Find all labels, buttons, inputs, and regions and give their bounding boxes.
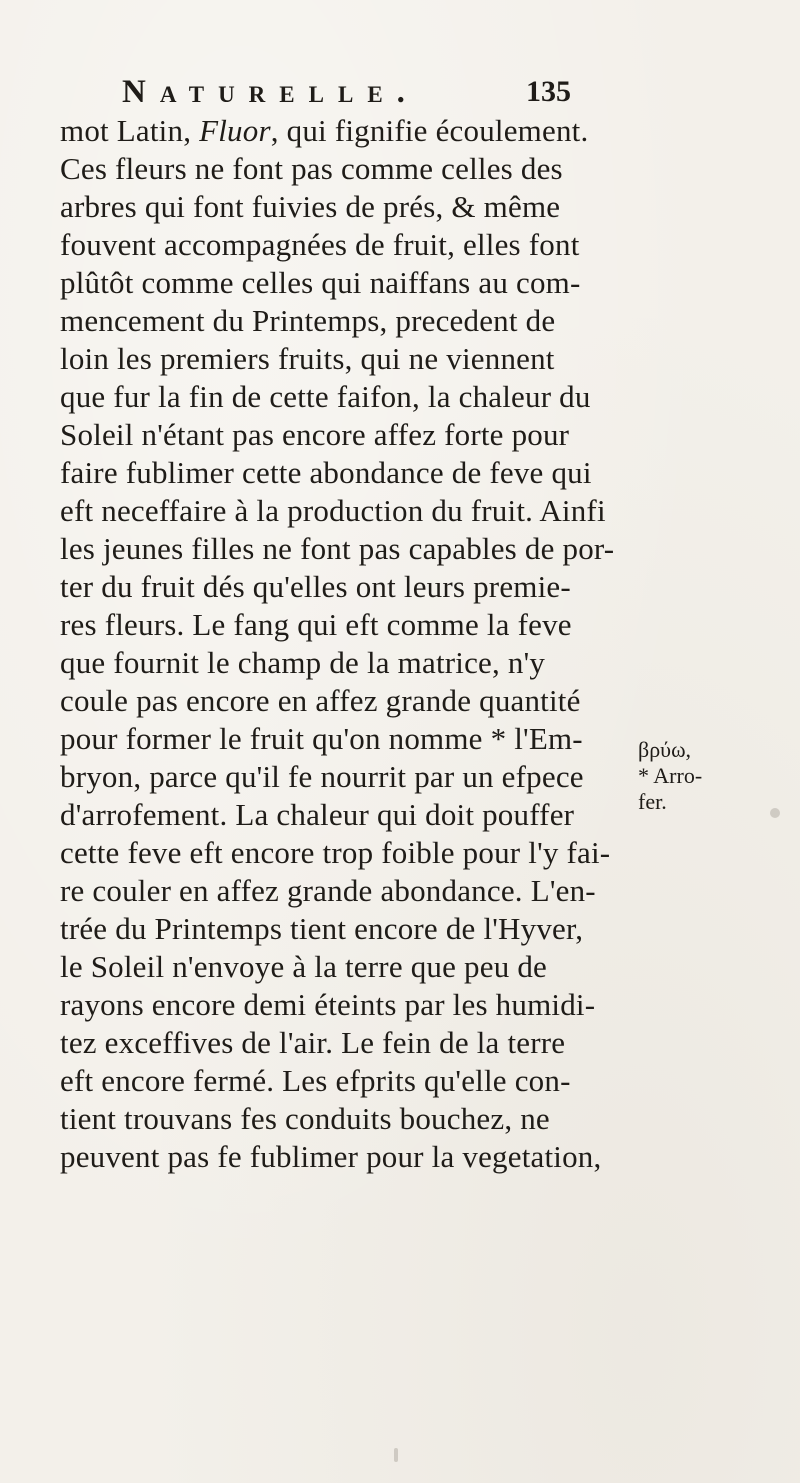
text-line: re couler en affez grande abondance. L'en- xyxy=(60,873,596,908)
text-line: res fleurs. Le fang qui eft comme la feve xyxy=(60,607,572,642)
text-line: d'arrofement. La chaleur qui doit pouffer xyxy=(60,797,575,832)
text-line: Soleil n'étant pas encore affez forte pour xyxy=(60,417,570,452)
text-line: le Soleil n'envoye à la terre que peu de xyxy=(60,949,548,984)
text-line: pour former le fruit qu'on nomme * l'Em- xyxy=(60,721,583,756)
text-line: mencement du Printemps, precedent de xyxy=(60,303,556,338)
text-line: eft encore fermé. Les efprits qu'elle con- xyxy=(60,1063,571,1098)
text-line: que fournit le champ de la matrice, n'y xyxy=(60,645,546,680)
text-line: arbres qui font fuivies de prés, & même xyxy=(60,189,561,224)
text-line: ter du fruit dés qu'elles ont leurs premie- xyxy=(60,569,571,604)
text-line: faire fublimer cette abondance de feve qui xyxy=(60,455,592,490)
text-line: les jeunes filles ne font pas capables de por- xyxy=(60,531,615,566)
text-line: coule pas encore en affez grande quantité xyxy=(60,683,581,718)
margin-note-greek: βρύω, xyxy=(638,737,692,762)
text-line: rayons encore demi éteints par les humidi- xyxy=(60,987,596,1022)
text-line: bryon, parce qu'il fe nourrit par un efpece xyxy=(60,759,584,794)
text-line: plûtôt comme celles qui naiffans au com- xyxy=(60,265,581,300)
text-line: tient trouvans fes conduits bouchez, ne xyxy=(60,1101,550,1136)
text-line: loin les premiers fruits, qui ne viennent xyxy=(60,341,555,376)
text-line: tez exceffives de l'air. Le fein de la terre xyxy=(60,1025,566,1060)
text-line: fouvent accompagnées de fruit, elles font xyxy=(60,227,580,262)
text-line: peuvent pas fe fublimer pour la vegetation, xyxy=(60,1139,602,1174)
text-line: que fur la fin de cette faifon, la chaleur du xyxy=(60,379,591,414)
page-number: 135 xyxy=(526,75,571,108)
running-head: Naturelle. xyxy=(122,74,419,110)
margin-note-arroser-cont: fer. xyxy=(638,789,667,814)
text-line: Ces fleurs ne font pas comme celles des xyxy=(60,151,563,186)
ink-spot xyxy=(770,808,780,818)
text-line: mot Latin, Fluor, qui fignifie écoulement. xyxy=(60,113,589,148)
text-line: cette feve eft encore trop foible pour l'y fai- xyxy=(60,835,611,870)
ink-spot xyxy=(394,1448,398,1462)
text-line: eft neceffaire à la production du fruit. Ainfi xyxy=(60,493,606,528)
italic-word: Fluor xyxy=(199,113,271,148)
margin-note-arroser: * Arro- xyxy=(638,763,703,788)
text-line: trée du Printemps tient encore de l'Hyver, xyxy=(60,911,584,946)
